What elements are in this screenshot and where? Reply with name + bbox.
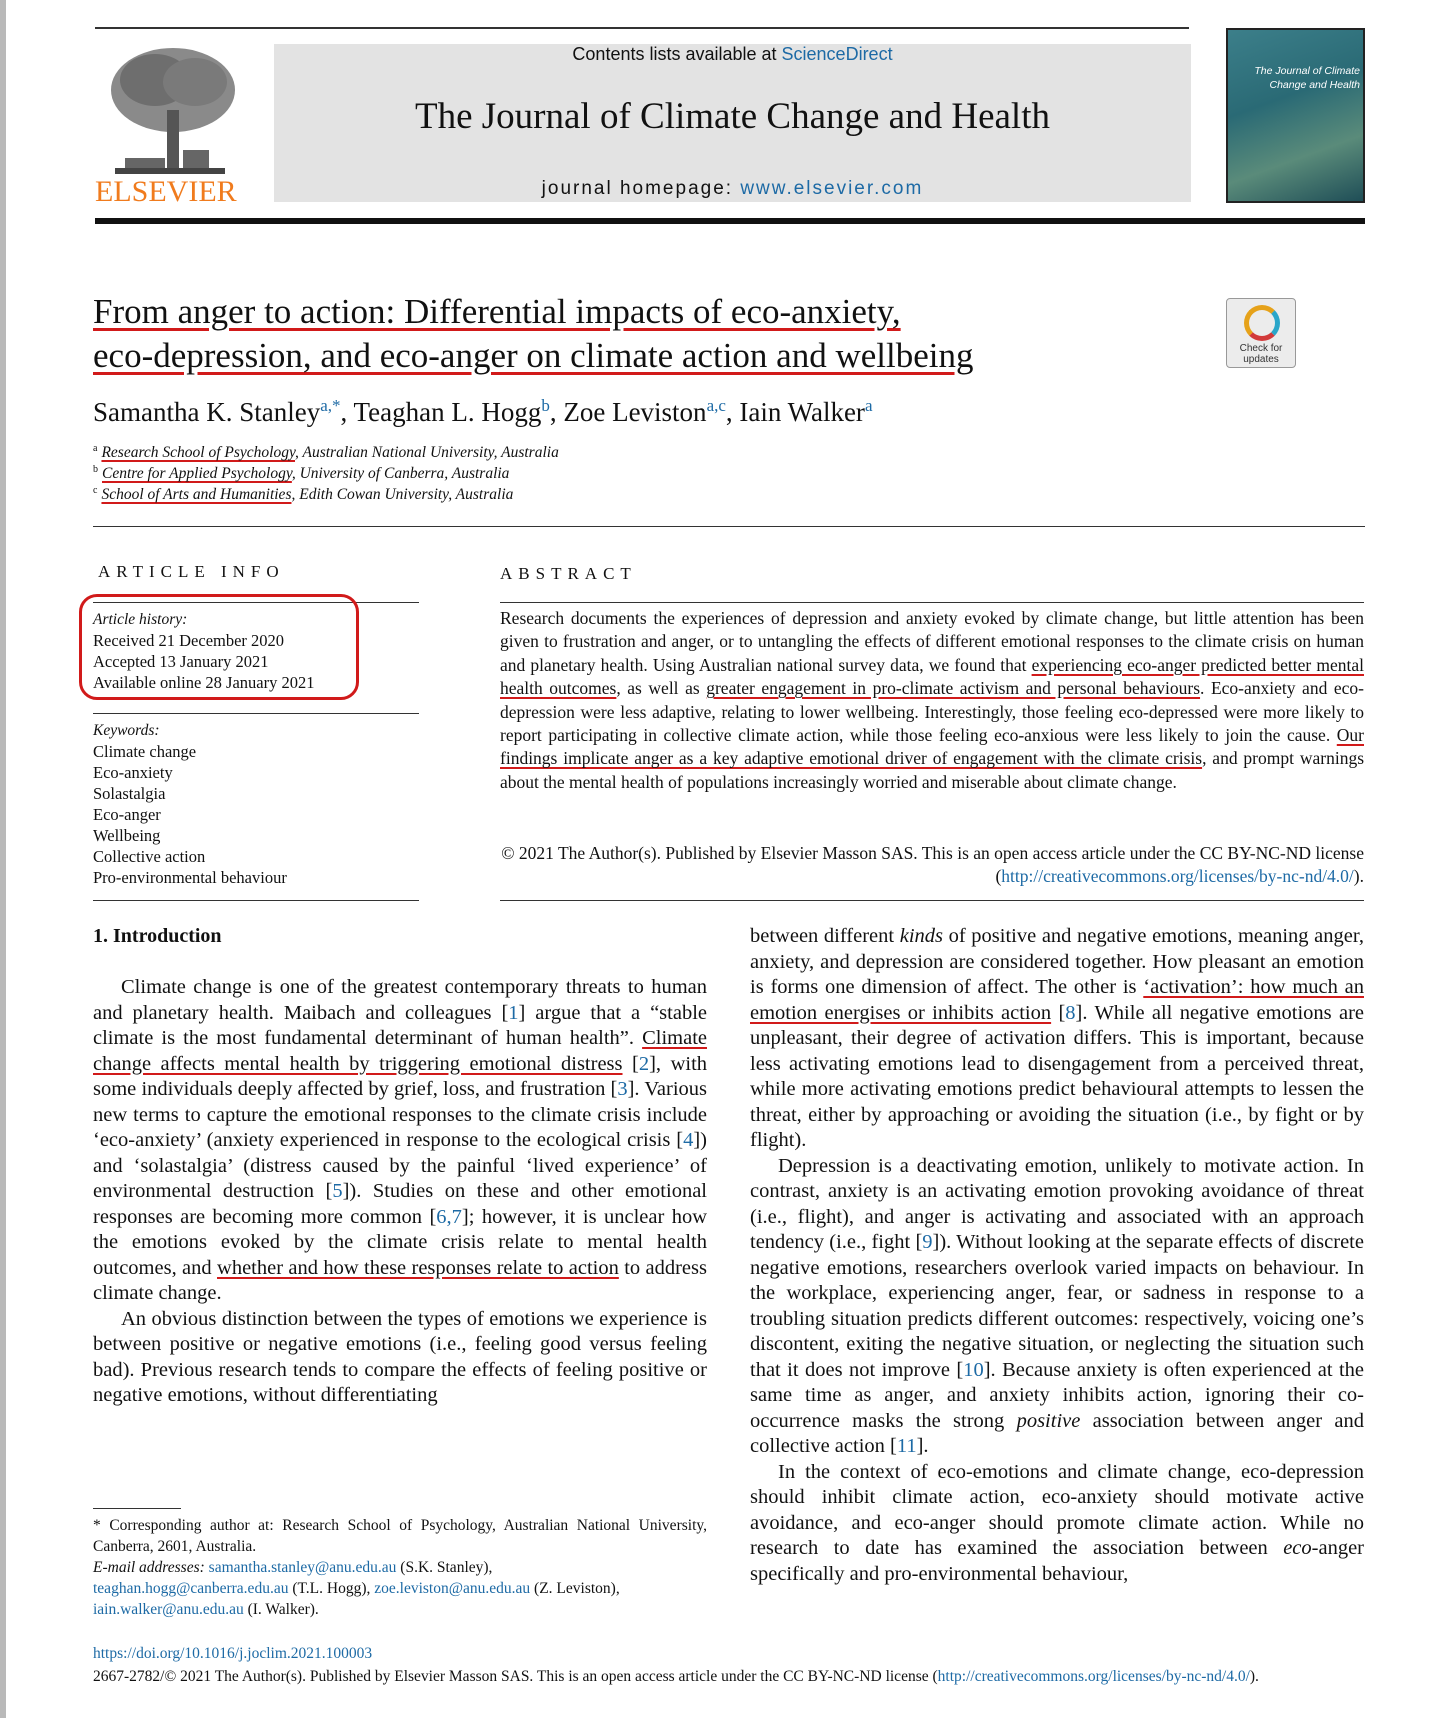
divider xyxy=(93,713,419,714)
footnote: * Corresponding author at: Research School of Psychology, Australian National University, Canberra, 2601, Australia. E-mail addresses: samantha.stanley@anu.edu.au (S.K. Stanley), teaghan.hogg@canberra.edu.au (T.L. Hogg), zoe.leviston@anu.edu.au (Z. Leviston), iain.walker@anu.edu.au (I. Walker). xyxy=(93,1517,707,1618)
affiliation-a: $^a$ Research School of Psychology, Australian National University, Australia xyxy=(93,443,559,461)
keyword: Collective action xyxy=(93,847,206,866)
affiliation-c: $^c$ School of Arts and Humanities, Edith Cowan University, Australia xyxy=(93,485,514,503)
footnote-rule xyxy=(93,1508,181,1509)
header-thick-rule xyxy=(95,218,1365,224)
citation-link[interactable]: 10 xyxy=(963,1358,984,1381)
keyword: Eco-anger xyxy=(93,805,161,824)
publisher-logo: ELSEVIER xyxy=(95,175,237,208)
body-column-left xyxy=(93,975,707,1409)
citation-link[interactable]: 9 xyxy=(922,1231,933,1253)
divider xyxy=(500,602,1364,603)
citation-link[interactable]: 1 xyxy=(508,1001,519,1024)
introduction-heading: 1. Introduction xyxy=(93,925,222,947)
paragraph: In the context of eco-emotions and climate change, eco-depression should inhibit climate action, eco-anxiety should motivate active avoidance, and eco-anger should promote climate action. While no research to date has examined the association between eco-anger specifically and pro-environmental behaviour, xyxy=(750,1460,1364,1585)
issn-license-line: 2667-2782/© 2021 The Author(s). Published by Elsevier Masson SAS. This is an open access article under the CC BY-NC-ND license (http://creativecommons.org/licenses/by-nc-nd/4.0/). xyxy=(93,1668,1259,1685)
author-name[interactable]: Samantha K. Stanley xyxy=(93,397,321,427)
divider xyxy=(500,900,1364,901)
paragraph: between different kinds of positive and negative emotions, meaning anger, anxiety, and depression are considered together. How pleasant an emotion is forms one dimension of affect. The other is ‘activation’: how much an emotion energises or inhibits action [8]. While all negative emotions are unpleasant, their degree of activation differs. This is important, because less activating emotions lead to disengagement from a perceived threat, while more activating emotions predict behavioural attempts to lessen the threat, either by approaching or avoiding the situation (i.e., by fight or by flight). xyxy=(750,925,1364,1151)
citation-link[interactable]: 8 xyxy=(1065,1001,1076,1024)
keyword: Wellbeing xyxy=(93,826,161,845)
abstract-text: Research documents the experiences of depression and anxiety evoked by climate change, but little attention has been given to frustration and anger, or to untangling the effects of different emotional responses to the climate crisis on human and planetary health. Using Australian national survey data, we found that experiencing eco-anger predicted better mental health outcomes, as well as greater engagement in pro-climate activism and personal behaviours. Eco-anxiety and eco-depression were less adaptive, relating to lower wellbeing. Interestingly, those feeling eco-depressed were more likely to report participating in collective climate action, while those feeling eco-anxious were less likely to join the cause. Our findings implicate anger as a key adaptive emotional driver of engagement with the climate crisis, and prompt warnings about the mental health of populations increasingly worried and miserable about climate change. xyxy=(500,608,1365,792)
citation-link[interactable]: 4 xyxy=(683,1129,694,1151)
license-link[interactable]: http://creativecommons.org/licenses/by-nc-nd/4.0/ xyxy=(1001,866,1354,887)
check-for-updates-button[interactable]: Check for updates xyxy=(1226,298,1296,368)
homepage-link[interactable]: www.elsevier.com xyxy=(740,178,924,199)
author-list: Samantha K. Stanley$^{a,*}$, Teaghan L. Hogg$^b$, Zoe Leviston$^{a,c}$, Iain Walker$^a$ xyxy=(93,396,873,427)
viewer-gutter xyxy=(0,0,6,1718)
article-info-heading: ARTICLE INFO xyxy=(98,562,285,581)
email-link[interactable]: zoe.leviston@anu.edu.au xyxy=(374,1580,531,1597)
journal-title: The Journal of Climate Change and Health xyxy=(415,96,1050,137)
paragraph: An obvious distinction between the types of emotions we experience is between positive or negative emotions (i.e., feeling good versus feeling bad). Previous research tends to compare the effects of feeling positive or negative emotions, without differentiating xyxy=(93,1307,707,1406)
abstract-heading: ABSTRACT xyxy=(500,564,637,583)
article-title: From anger to action: Differential impacts of eco-anxiety, eco-depression, and eco-anger on climate action and wellbeing xyxy=(93,292,974,375)
citation-link[interactable]: 11 xyxy=(896,1435,917,1457)
citation-link[interactable]: 2 xyxy=(638,1052,650,1075)
affiliation-b: $^b$ Centre for Applied Psychology, University of Canberra, Australia xyxy=(93,464,510,482)
cover-title: The Journal of Climate Change and Health xyxy=(1254,65,1360,91)
author-name[interactable]: Iain Walker xyxy=(739,397,865,427)
citation-link[interactable]: 3 xyxy=(617,1078,628,1100)
body-column-right xyxy=(750,924,1364,1587)
header-top-rule xyxy=(95,27,1189,29)
keyword: Pro-environmental behaviour xyxy=(93,868,287,887)
paragraph: Climate change is one of the greatest contemporary threats to human and planetary health. Maibach and colleagues [1] argue that a “stable climate is the most fundamental determinant of human health”. Climate change affects mental health by triggering emotional distress [2], with some individuals deeply affected by grief, loss, and frustration [3]. Various new terms to capture the emotional responses to the climate crisis include ‘eco-anxiety’ (anxiety experienced in response to the ecological crisis [4]) and ‘solastalgia’ (distress caused by the painful ‘lived experience’ of environmental destruction [5]). Studies on these and other emotional responses are becoming more common [6,7]; however, it is unclear how the emotions evoked by the climate crisis relate to mental health outcomes, and whether and how these responses relate to action to address climate change. xyxy=(93,976,708,1304)
author-name[interactable]: Teaghan L. Hogg xyxy=(353,397,542,427)
license-link[interactable]: http://creativecommons.org/licenses/by-nc-nd/4.0/ xyxy=(937,1668,1250,1685)
email-link[interactable]: samantha.stanley@anu.edu.au xyxy=(208,1559,397,1576)
doi-link[interactable]: https://doi.org/10.1016/j.joclim.2021.100003 xyxy=(93,1645,373,1662)
keyword: Climate change xyxy=(93,742,197,761)
check-updates-icon xyxy=(1244,305,1280,341)
email-link[interactable]: teaghan.hogg@canberra.edu.au xyxy=(93,1580,289,1597)
keyword: Solastalgia xyxy=(93,784,166,803)
keyword: Eco-anxiety xyxy=(93,763,173,782)
sciencedirect-link[interactable]: ScienceDirect xyxy=(781,44,893,64)
paragraph: Depression is a deactivating emotion, unlikely to motivate action. In contrast, anxiety is an activating emotion provoking avoidance of threat (i.e., flight), and anger is activating and associated with an approach tendency (i.e., fight [9]). Without looking at the separate effects of discrete negative emotions, researchers overlook varied impacts on behaviour. In the workplace, experiencing anger, fear, or sadness in response to a troubling situation predicts different outcomes: respectively, voicing one’s discontent, exiting the negative situation, or neglecting the situation such that it does not improve [10]. Because anxiety is often experienced at the same time as anger, and anxiety inhibits action, ignoring their co-occurrence masks the strong positive association between anger and collective action [11]. xyxy=(750,1154,1364,1457)
keywords-list: Keywords: Climate change Eco-anxiety Solastalgia Eco-anger Wellbeing Collective action Pro-environmental behaviour xyxy=(93,722,287,887)
journal-homepage: journal homepage: www.elsevier.com xyxy=(541,178,924,199)
email-link[interactable]: iain.walker@anu.edu.au xyxy=(93,1601,244,1618)
abstract-copyright: © 2021 The Author(s). Published by Elsevier Masson SAS. This is an open access article under the CC BY-NC-ND license (http://creativecommons.org/licenses/by-nc-nd/4.0/). xyxy=(501,843,1364,887)
article-history: Article history: Received 21 December 2020 Accepted 13 January 2021 Available online 28 January 2021 xyxy=(93,611,315,692)
divider xyxy=(93,900,419,901)
contents-line: Contents lists available at ScienceDirect xyxy=(572,44,893,64)
citation-link[interactable]: 6,7 xyxy=(436,1205,462,1228)
author-name[interactable]: Zoe Leviston xyxy=(563,397,707,427)
citation-link[interactable]: 5 xyxy=(332,1180,343,1202)
divider xyxy=(93,526,1365,527)
journal-cover-image xyxy=(1226,28,1365,203)
